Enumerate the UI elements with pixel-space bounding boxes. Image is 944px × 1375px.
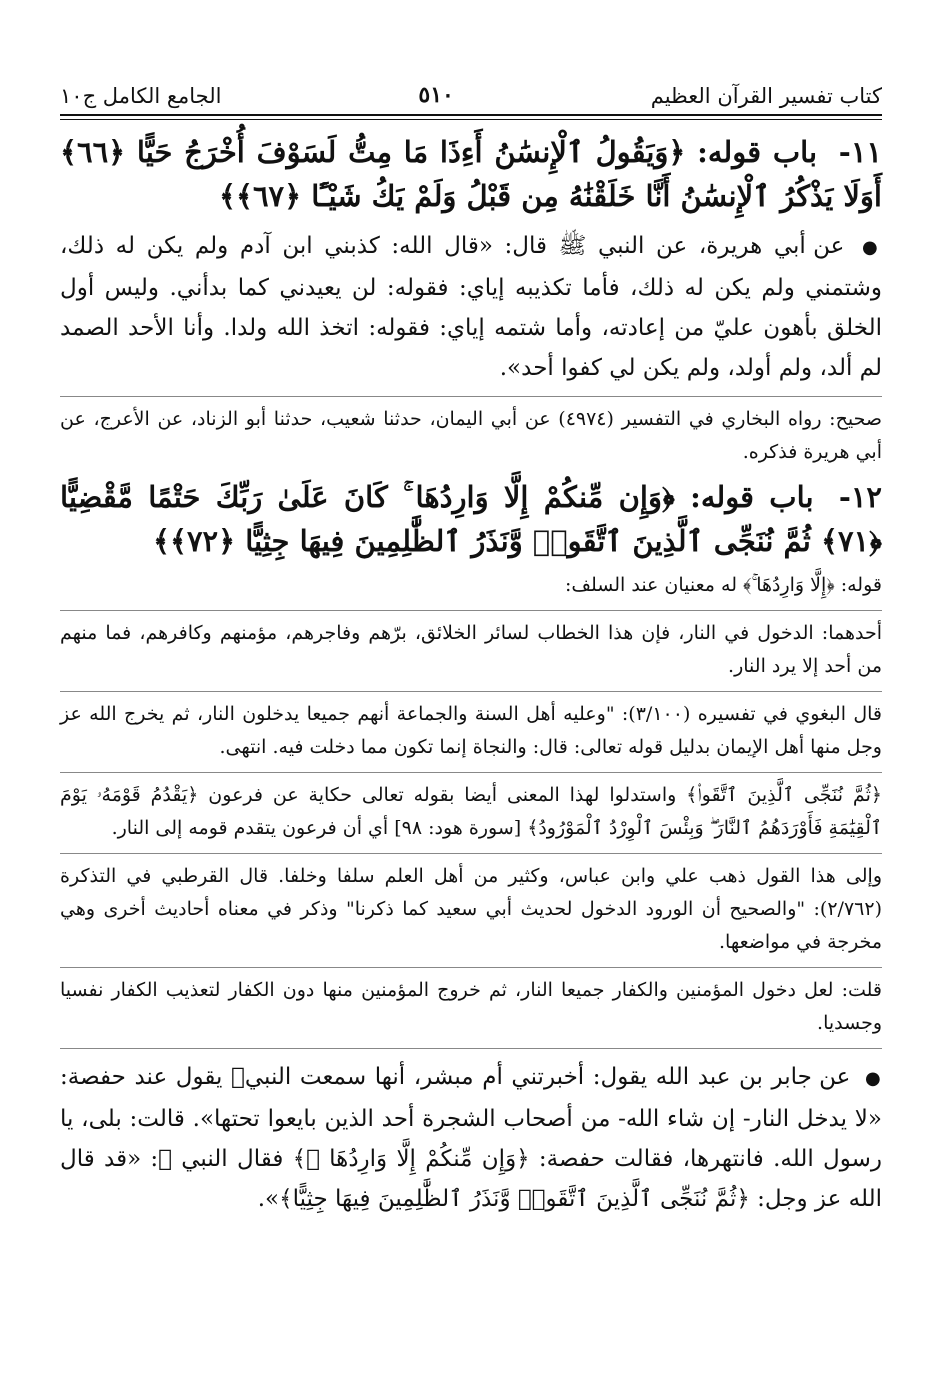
commentary-paragraph: قال البغوي في تفسيره (٣/١٠٠): "وعليه أهل السنة والجماعة أنهم جميعا يدخلون النار، ثم يخرج الله عز وجل منها أهل الإيمان بدليل قوله تعالى: قال: والنجاة إنما تكون مما دخلت فيه. انتهى. — [60, 703, 882, 758]
bullet-icon: ● — [865, 1068, 882, 1089]
hadith-text — [60, 226, 882, 388]
quran-verse: ﴿وَإِن مِّنكُمْ إِلَّا وَارِدُهَا ۚ كَانَ عَلَىٰ رَبِّكَ حَتْمًا مَّقْضِيًّا ﴿٧١﴾ ثُمَّ نُنَجِّى ٱلَّذِينَ ٱتَّقَوا۟ وَّنَذَرُ ٱلظَّٰلِمِينَ فِيهَا جِثِيًّا ﴿٧٢﴾﴾ — [60, 480, 882, 558]
chapter-heading-12 — [60, 475, 882, 563]
commentary-paragraph: ﴿ثُمَّ نُنَجِّى ٱلَّذِينَ ٱتَّقَوا۟﴾ واستدلوا لهذا المعنى أيضا بقوله تعالى حكاية عن فرعون ﴿يَقْدُمُ قَوْمَهُۥ يَوْمَ ٱلْقِيَٰمَةِ فَأَوْرَدَهُمُ ٱلنَّارَ ۖ وَبِئْسَ ٱلْوِرْدُ ٱلْمَوْرُودُ﴾ [سورة هود: ٩٨] أي أن فرعون يتقدم قومه إلى النار. — [60, 784, 882, 839]
page-header — [60, 60, 882, 108]
quran-verse: ﴿وَيَقُولُ ٱلْإِنسَٰنُ أَءِذَا مَا مِتُّ لَسَوْفَ أُخْرَجُ حَيًّا ﴿٦٦﴾ أَوَلَا يَذْكُرُ ٱلْإِنسَٰنُ أَنَّا خَلَقْنَٰهُ مِن قَبْلُ وَلَمْ يَكُ شَيْـًٔا ﴿٦٧﴾﴾ — [60, 135, 882, 213]
commentary-paragraph: قوله: ﴿إِلَّا وَارِدُهَا ۚ﴾ له معنيان عند السلف: — [564, 574, 882, 596]
page-number: ٥١٠ — [418, 82, 454, 108]
chapter-number: ١٢- — [838, 480, 883, 514]
commentary-paragraph: وإلى هذا القول ذهب علي وابن عباس، وكثير من أهل العلم سلفا وخلفا. قال القرطبي في التذكرة (٢/٧٦٢): "والصحيح أن الورود الدخول لحديث أبي سعيد كما ذكرنا" وذكر في معناه أحاديث أخرى وهي مخرجة في مواضعها. — [60, 865, 882, 953]
chapter-heading-11 — [60, 130, 882, 218]
hadith-body: عن جابر بن عبد الله يقول: أخبرتني أم مبشر، أنها سمعت النبيﷺ يقول عند حفصة: «لا يدخل النار- إن شاء الله- من أصحاب الشجرة أحد الذين بايعوا تحتها». قالت: بلى، يا رسول الله. فانتهرها، فقالت حفصة: ﴿وَإِن مِّنكُمْ إِلَّا وَارِدُهَا ۚ﴾ فقال النبي ﷺ: «قد قال الله عز وجل: ﴿ثُمَّ نُنَجِّى ٱلَّذِينَ ٱتَّقَوا۟ وَّنَذَرُ ٱلظَّٰلِمِينَ فِيهَا جِثِيًّا﴾». — [60, 1064, 882, 1212]
chapter-title: باب قوله: — [690, 480, 814, 514]
divider — [60, 691, 882, 692]
divider — [60, 1048, 882, 1049]
divider — [60, 967, 882, 968]
divider — [60, 853, 882, 854]
header-rule-thick — [60, 114, 882, 116]
book-title: كتاب تفسير القرآن العظيم — [650, 84, 882, 108]
commentary-paragraph: أحدهما: الدخول في النار، فإن هذا الخطاب لسائر الخلائق، برّهم وفاجرهم، مؤمنهم وكافرهم، فما منهم من أحد إلا يرد النار. — [60, 622, 883, 677]
bullet-icon: ● — [862, 237, 883, 258]
hadith-body: عن أبي هريرة، عن النبي ﷺ قال: «قال الله: كذبني ابن آدم ولم يكن له ذلك، وشتمني ولم يكن له ذلك، فأما تكذيبه إياي: فقوله: لن يعيدني كما بدأني. وليس أول الخلق بأهون عليّ من إعادته، وأما شتمه إياي: فقوله: اتخذ الله ولدا. وأنا الأحد الصمد لم ألد، ولم أولد، ولم يكن لي كفوا أحد». — [60, 233, 882, 381]
chapter-title: باب قوله: — [697, 135, 818, 169]
divider — [60, 610, 882, 611]
divider — [60, 772, 882, 773]
hadith-text — [60, 1057, 882, 1219]
hadith-grading: صحيح: رواه البخاري في التفسير (٤٩٧٤) عن أبي اليمان، حدثنا شعيب، حدثنا أبو الزناد، عن الأعرج، عن أبي هريرة فذكره. — [60, 408, 882, 463]
collection-title: الجامع الكامل ج١٠ — [60, 84, 222, 108]
chapter-number: ١١- — [838, 135, 882, 169]
divider — [60, 396, 882, 397]
commentary-paragraph: قلت: لعل دخول المؤمنين والكفار جميعا النار، ثم خروج المؤمنين منها دون الكفار لتعذيب الكفار نفسيا وجسديا. — [60, 979, 882, 1034]
header-rule-thin — [60, 119, 882, 120]
